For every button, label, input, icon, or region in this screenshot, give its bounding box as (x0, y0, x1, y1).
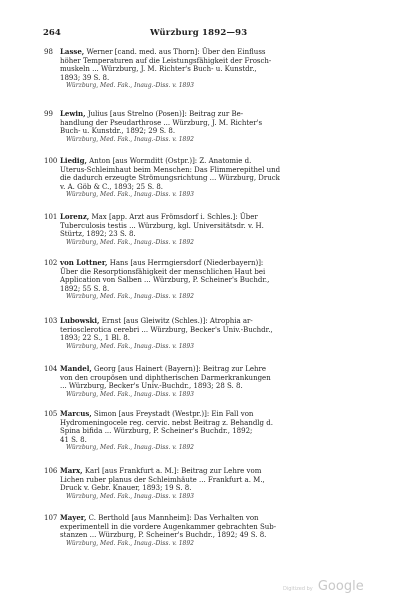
entry-body (60, 48, 375, 91)
entry-note: Würzburg, Med. Fak., Inaug.-Diss. v. 1893 (66, 342, 195, 350)
entry-line (60, 514, 375, 523)
entry-note: Würzburg, Med. Fak., Inaug.-Diss. v. 1893 (66, 191, 195, 198)
entry-number: 101 (44, 213, 58, 221)
entry-body (60, 467, 375, 501)
entry-line: Stürtz, 1892; 23 S. 8. (60, 230, 136, 238)
entry-line-rest: Karl [aus Frankfurt a. M.]: Beitrag zur Lehre vom (82, 467, 262, 475)
entry-note: Würzburg, Med. Fak., Inaug.-Diss. v. 1893 (66, 82, 195, 89)
entry-author: Lasse, (60, 47, 85, 56)
entry-line: handlung der Pseudarthrose ... Würzburg, J. M. Richter's (60, 118, 263, 127)
entry-line: Buch- u. Kunstdr., 1892; 29 S. 8. (60, 127, 176, 135)
bibliography-entry (44, 212, 375, 247)
entry-line (60, 48, 375, 57)
entry-number: 106 (44, 467, 58, 475)
page-number: 264 (43, 28, 61, 38)
entry-line-rest: Simon [aus Freystadt (Westpr.)]: Ein Fall von (91, 410, 254, 418)
bibliography-entry (44, 364, 375, 399)
entry-note: Würzburg, Med. Fak., Inaug.-Diss. v. 1893 (66, 390, 195, 398)
entry-line: Uterus-Schleimhaut beim Menschen: Das Flimmerepithel und (60, 165, 281, 174)
entry-author: Marcus, (60, 409, 92, 418)
entry-line: 1893; 39 S. 8. (60, 73, 110, 82)
entry-body (60, 365, 375, 399)
entry-author: Lorenz, (60, 212, 90, 221)
bibliography-entry (44, 316, 375, 351)
entry-line (60, 259, 375, 268)
entry-line: ... Würzburg, Becker's Univ.-Buchdr., 1893; 28 S. 8. (60, 382, 243, 390)
entry-body (60, 514, 375, 548)
entry-line: von den croupösen und diphtherischen Darmerkrankungen (60, 373, 271, 382)
entry-note: Würzburg, Med. Fak., Inaug.-Diss. v. 1892 (66, 539, 195, 547)
entry-line (60, 467, 375, 476)
entry-number: 99 (44, 110, 53, 118)
watermark-brand: Google (317, 579, 364, 594)
entry-line: v. A. Göb & C., 1893; 25 S. 8. (60, 182, 164, 191)
google-watermark (283, 575, 364, 594)
entry-number: 105 (44, 410, 58, 418)
bibliography-entry (44, 156, 375, 200)
entry-body (60, 157, 375, 200)
entry-line (60, 213, 375, 222)
entry-line: Application von Salben ... Würzburg, P. Scheiner's Buchdr., (60, 276, 270, 284)
entry-note: Würzburg, Med. Fak., Inaug.-Diss. v. 1892 (66, 135, 195, 143)
entry-line (60, 317, 375, 326)
entry-body (60, 410, 375, 453)
entry-line: Tuberculosis testis ... Würzburg, kgl. Universitätsdr. v. H. (60, 221, 264, 230)
bibliography-entry (44, 513, 375, 548)
entry-note: Würzburg, Med. Fak., Inaug.-Diss. v. 1892 (66, 293, 195, 300)
page-header: Würzburg 1892—93 (150, 28, 248, 38)
entry-number: 107 (44, 514, 58, 522)
entry-line: experimentell in die vordere Augenkammer gebrachten Sub- (60, 522, 277, 531)
entry-line: Lichen ruber planus der Schleimhäute ... Frankfurt a. M., (60, 475, 265, 484)
entry-number: 104 (44, 365, 58, 373)
entry-number: 98 (44, 48, 53, 56)
entry-line-rest: C. Berthold [aus Mannheim]: Das Verhalten von (86, 514, 259, 522)
entry-author: von Lottner, (60, 258, 108, 267)
entry-author: Lubowski, (60, 316, 100, 325)
entry-author: Mandel, (60, 364, 92, 373)
entry-note: Würzburg, Med. Fak., Inaug.-Diss. v. 1893 (66, 492, 195, 500)
entry-line: 1892; 55 S. 8. (60, 284, 110, 293)
entry-line: 41 S. 8. (60, 435, 87, 444)
entry-line-rest: Max [app. Arzt aus Frömsdorf i. Schles.]: Über (89, 213, 258, 221)
entry-body (60, 110, 375, 144)
bibliography-entry (44, 109, 375, 144)
entry-line: höher Temperaturen auf die Leistungsfähigkeit der Frosch- (60, 56, 272, 65)
entry-number: 103 (44, 317, 58, 325)
entry-line: Spina bifida ... Würzburg, P. Scheiner's Buchdr., 1892; (60, 427, 253, 435)
entry-line: 1893; 22 S., 1 Bl. 8. (60, 334, 130, 342)
entry-line: Hydromeningocele reg. cervic. nebst Beitrag z. Behandlg d. (60, 418, 273, 427)
entry-note: Würzburg, Med. Fak., Inaug.-Diss. v. 1892 (66, 444, 195, 451)
entry-line (60, 410, 375, 419)
entry-line-rest: Anton [aus Wormditt (Ostpr.)]: Z. Anatomie d. (86, 157, 252, 165)
entry-line: stanzen ... Würzburg, P. Scheiner's Buchdr., 1892; 49 S. 8. (60, 531, 267, 539)
entry-line: die dadurch erzeugte Strömungsrichtung ... Würzburg, Druck (60, 174, 280, 182)
entry-number: 100 (44, 157, 58, 165)
entry-line: Druck v. Gebr. Knauer, 1893; 19 S. 8. (60, 484, 192, 492)
entry-line-rest: Hans [aus Herrngiersdorf (Niederbayern)]: (107, 259, 264, 267)
entry-line: muskeln ... Würzburg, J. M. Richter's Buch- u. Kunstdr., (60, 65, 257, 73)
entry-note: Würzburg, Med. Fak., Inaug.-Diss. v. 1892 (66, 238, 195, 246)
entry-body (60, 259, 375, 302)
entry-author: Marx, (60, 466, 83, 475)
entry-line (60, 157, 375, 166)
entry-author: Lewin, (60, 109, 86, 118)
bibliography-entry (44, 47, 375, 91)
entry-line (60, 365, 375, 374)
entry-line: Über die Resorptionsfähigkeit der menschlichen Haut bei (60, 267, 266, 276)
entry-line: teriosclerotica cerebri ... Würzburg, Becker's Univ.-Buchdr., (60, 325, 273, 334)
entry-body (60, 213, 375, 247)
bibliography-entry (44, 409, 375, 453)
entry-number: 102 (44, 259, 58, 267)
entry-line-rest: Julius [aus Strelno (Posen)]: Beitrag zur Be- (85, 110, 244, 118)
entry-line-rest: Ernst [aus Gleiwitz (Schles.)]: Atrophia ar- (99, 317, 253, 325)
entry-author: Liedig, (60, 156, 87, 165)
bibliography-entry (44, 466, 375, 501)
bibliography-entry (44, 258, 375, 302)
watermark-prefix: Digitized by (283, 586, 313, 592)
entry-body (60, 317, 375, 351)
entry-line-rest: Werner [cand. med. aus Thorn]: Über den Einfluss (84, 48, 266, 56)
entry-line-rest: Georg [aus Hainert (Bayern)]: Beitrag zur Lehre (91, 365, 267, 373)
entry-line (60, 110, 375, 119)
entry-author: Mayer, (60, 513, 87, 522)
